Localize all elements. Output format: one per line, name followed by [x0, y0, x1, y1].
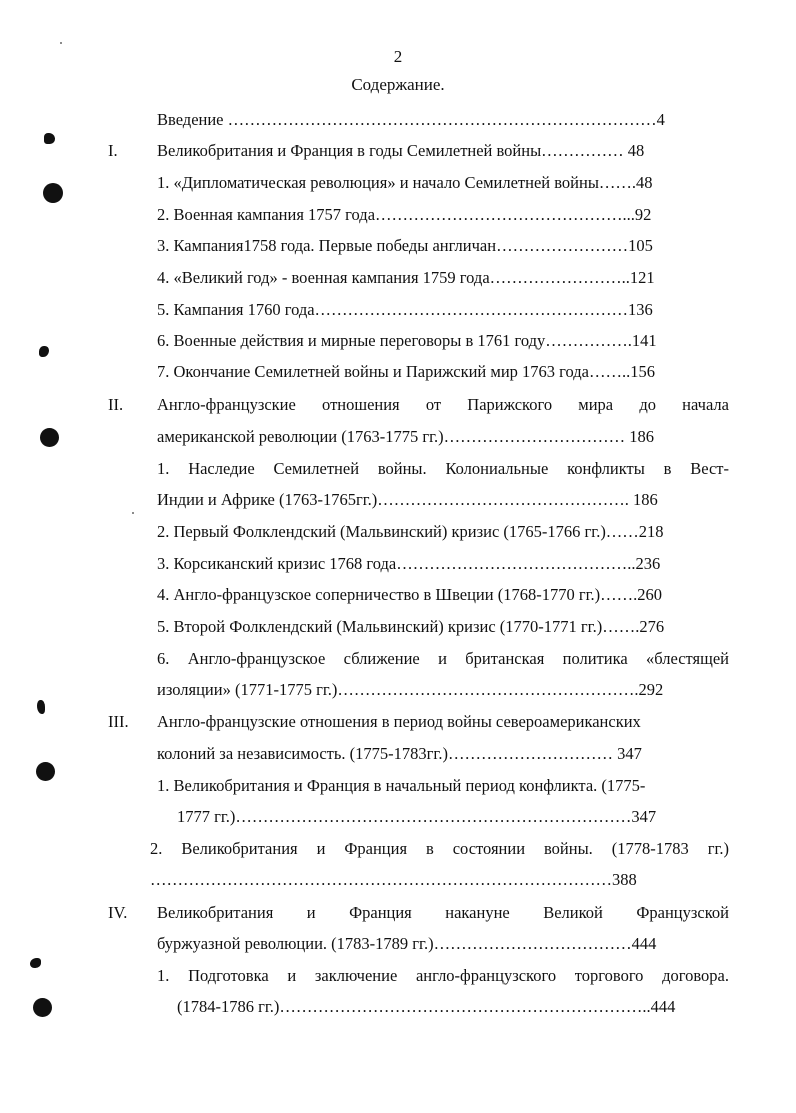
- toc-section-4-title-line1: Великобритания и Франция накануне Великой Французской: [157, 903, 729, 922]
- toc-section-4-title-line2: буржуазной революции. (1783-1789 гг.)………………………………444: [157, 934, 657, 953]
- toc-entry-4-1-line2: (1784-1786 гг.)…………………………………………………………..444: [177, 997, 676, 1016]
- toc-section-3-title-line2: колоний за независимость. (1775-1783гг.)………………………… 347: [157, 744, 642, 763]
- scan-speck: [60, 42, 62, 44]
- toc-entry-3-1-line1: 1. Великобритания и Франция в начальный период конфликта. (1775-: [157, 776, 646, 795]
- ink-blot: [44, 133, 55, 144]
- section-number-2: II.: [108, 395, 124, 414]
- toc-section-2-title-line1: Англо-французские отношения от Парижского мира до начала: [157, 395, 729, 414]
- hole-punch-mark: [40, 428, 59, 447]
- toc-entry-1-1: 1. «Дипломатическая революция» и начало Семилетней войны…….48: [157, 173, 653, 192]
- page-title: Содержание.: [351, 75, 445, 94]
- toc-entry-1-4: 4. «Великий год» - военная кампания 1759 года……………………..121: [157, 268, 655, 287]
- toc-section-2-title-line2: американской революции (1763-1775 гг.)…………………………… 186: [157, 427, 655, 446]
- section-number-3: III.: [108, 712, 129, 731]
- scan-speck: [132, 512, 134, 514]
- toc-entry-1-7: 7. Окончание Семилетней войны и Парижский мир 1763 года……..156: [157, 362, 656, 381]
- toc-entry-2-5: 5. Второй Фолклендский (Мальвинский) кризис (1770-1771 гг.)…….276: [157, 617, 665, 636]
- toc-entry-intro: Введение ……………………………………………………………………4: [157, 110, 665, 129]
- toc-entry-1-3: 3. Кампания1758 года. Первые победы англичан……………………105: [157, 236, 653, 255]
- toc-entry-4-1-line1: 1. Подготовка и заключение англо-французского торгового договора.: [157, 966, 729, 985]
- toc-entry-3-1-line2: 1777 гг.)………………………………………………………………347: [177, 807, 657, 826]
- toc-entry-2-6-line2: изоляции» (1771-1775 гг.)……………………………………………….292: [157, 680, 664, 699]
- page-number: 2: [393, 47, 403, 66]
- hole-punch-mark: [43, 183, 63, 203]
- toc-entry-3-2-line2: …………………………………………………………………………388: [150, 870, 637, 889]
- toc-section-1-title: Великобритания и Франция в годы Семилетней войны…………… 48: [157, 141, 645, 160]
- toc-entry-2-4: 4. Англо-французское соперничество в Швеции (1768-1770 гг.)…….260: [157, 585, 662, 604]
- toc-entry-1-6: 6. Военные действия и мирные переговоры в 1761 году…………….141: [157, 331, 657, 350]
- toc-entry-2-6-line1: 6. Англо-французское сближение и британская политика «блестящей: [157, 649, 729, 668]
- ink-blot: [39, 346, 49, 357]
- toc-entry-2-1-line1: 1. Наследие Семилетней войны. Колониальные конфликты в Вест-: [157, 459, 729, 478]
- toc-entry-2-2: 2. Первый Фолклендский (Мальвинский) кризис (1765-1766 гг.)……218: [157, 522, 664, 541]
- section-number-1: I.: [108, 141, 118, 160]
- toc-entry-1-2: 2. Военная кампания 1757 года………………………………………...92: [157, 205, 652, 224]
- toc-entry-2-1-line2: Индии и Африке (1763-1765гг.)………………………………………. 186: [157, 490, 658, 509]
- toc-entry-3-2-line1: 2. Великобритания и Франция в состоянии войны. (1778-1783 гг.): [150, 839, 729, 858]
- toc-entry-1-5: 5. Кампания 1760 года…………………………………………………136: [157, 300, 653, 319]
- section-number-4: IV.: [108, 903, 128, 922]
- hole-punch-mark: [36, 762, 55, 781]
- toc-section-3-title-line1: Англо-французские отношения в период войны североамериканских: [157, 712, 641, 731]
- hole-punch-mark: [33, 998, 52, 1017]
- ink-blot: [37, 700, 45, 714]
- toc-entry-2-3: 3. Корсиканский кризис 1768 года……………………………………..236: [157, 554, 661, 573]
- ink-blot: [30, 958, 41, 968]
